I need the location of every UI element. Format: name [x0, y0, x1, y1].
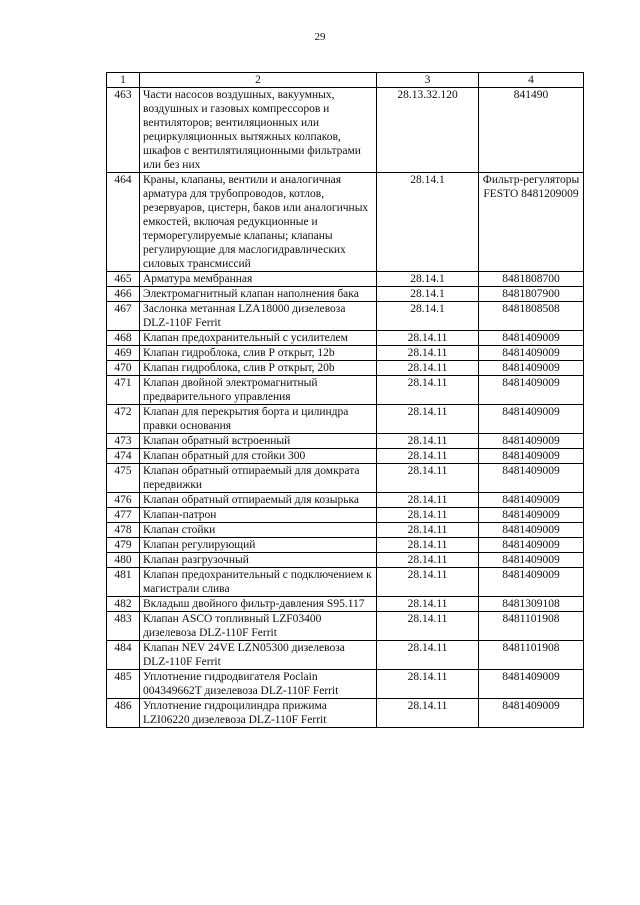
table-row — [107, 302, 584, 331]
table-row — [107, 405, 584, 434]
row-number: 465 — [107, 272, 140, 287]
item-name: Клапан обратный встроенный — [140, 434, 377, 449]
row-number: 467 — [107, 302, 140, 331]
table-row — [107, 699, 584, 728]
table-row — [107, 508, 584, 523]
table-row — [107, 670, 584, 699]
row-number: 478 — [107, 523, 140, 538]
tnved-code: 8481101908 — [479, 641, 584, 670]
okpd-code: 28.14.11 — [377, 464, 479, 493]
tnved-code: 8481409009 — [479, 464, 584, 493]
tnved-code: 8481309108 — [479, 597, 584, 612]
item-name: Краны, клапаны, вентили и аналогичная арматура для трубопроводов, котлов, резервуаров, цистерн, баков или аналогичных емкостей, включая редукционные и терморегулируемые клапаны; клапаны регулирующие для маслогидравлических силовых трансмиссий — [140, 173, 377, 272]
table-row — [107, 612, 584, 641]
item-name: Электромагнитный клапан наполнения бака — [140, 287, 377, 302]
row-number: 472 — [107, 405, 140, 434]
table-row — [107, 449, 584, 464]
okpd-code: 28.14.11 — [377, 523, 479, 538]
table-row — [107, 361, 584, 376]
row-number: 476 — [107, 493, 140, 508]
okpd-code: 28.13.32.120 — [377, 88, 479, 173]
row-number: 486 — [107, 699, 140, 728]
row-number: 471 — [107, 376, 140, 405]
row-number: 474 — [107, 449, 140, 464]
tnved-code: 8481409009 — [479, 405, 584, 434]
table-row — [107, 538, 584, 553]
column-header: 3 — [377, 73, 479, 88]
table-row — [107, 88, 584, 173]
item-name: Клапан обратный отпираемый для домкрата передвижки — [140, 464, 377, 493]
okpd-code: 28.14.11 — [377, 670, 479, 699]
column-header: 2 — [140, 73, 377, 88]
item-name: Части насосов воздушных, вакуумных, воздушных и газовых компрессоров и вентиляторов; вентиляционных или рециркуляционных вытяжных колпаков, шкафов с вентилятиляционными фильтрами или без них — [140, 88, 377, 173]
tnved-code: 8481409009 — [479, 376, 584, 405]
okpd-code: 28.14.11 — [377, 612, 479, 641]
tnved-code: 8481807900 — [479, 287, 584, 302]
tnved-code: 8481409009 — [479, 346, 584, 361]
row-number: 482 — [107, 597, 140, 612]
column-header: 4 — [479, 73, 584, 88]
row-number: 484 — [107, 641, 140, 670]
item-name: Клапан предохранительный с подключением к магистрали слива — [140, 568, 377, 597]
item-name: Уплотнение гидродвигателя Poclain 004349662T дизелевоза DLZ-110F Ferrit — [140, 670, 377, 699]
okpd-code: 28.14.11 — [377, 493, 479, 508]
tnved-code: 8481808508 — [479, 302, 584, 331]
table-row — [107, 287, 584, 302]
item-name: Клапан NEV 24VE LZN05300 дизелевоза DLZ-110F Ferrit — [140, 641, 377, 670]
table-row — [107, 173, 584, 272]
item-name: Клапан ASCO топливный LZF03400 дизелевоза DLZ-110F Ferrit — [140, 612, 377, 641]
tnved-code: 8481101908 — [479, 612, 584, 641]
item-name: Клапан обратный для стойки 300 — [140, 449, 377, 464]
row-number: 477 — [107, 508, 140, 523]
item-name: Клапан разгрузочный — [140, 553, 377, 568]
row-number: 463 — [107, 88, 140, 173]
tnved-code: 841490 — [479, 88, 584, 173]
row-number: 479 — [107, 538, 140, 553]
tnved-code: 8481409009 — [479, 361, 584, 376]
okpd-code: 28.14.1 — [377, 272, 479, 287]
row-number: 473 — [107, 434, 140, 449]
tnved-code: 8481409009 — [479, 538, 584, 553]
okpd-code: 28.14.11 — [377, 361, 479, 376]
item-name: Клапан гидроблока, слив Р открыт, 12b — [140, 346, 377, 361]
item-name: Заслонка метанная LZA18000 дизелевоза DLZ-110F Ferrit — [140, 302, 377, 331]
row-number: 470 — [107, 361, 140, 376]
tnved-code: Фильтр-регуляторы FESTO 8481209009 — [479, 173, 584, 272]
okpd-code: 28.14.1 — [377, 173, 479, 272]
item-name: Арматура мембранная — [140, 272, 377, 287]
row-number: 481 — [107, 568, 140, 597]
table-row — [107, 553, 584, 568]
tnved-code: 8481409009 — [479, 553, 584, 568]
item-name: Клапан предохранительный с усилителем — [140, 331, 377, 346]
tnved-code: 8481409009 — [479, 699, 584, 728]
table-row — [107, 568, 584, 597]
okpd-code: 28.14.11 — [377, 405, 479, 434]
row-number: 475 — [107, 464, 140, 493]
row-number: 464 — [107, 173, 140, 272]
row-number: 466 — [107, 287, 140, 302]
item-name: Клапан стойки — [140, 523, 377, 538]
row-number: 485 — [107, 670, 140, 699]
okpd-code: 28.14.11 — [377, 376, 479, 405]
column-header: 1 — [107, 73, 140, 88]
tnved-code: 8481409009 — [479, 449, 584, 464]
tnved-code: 8481409009 — [479, 670, 584, 699]
table-row — [107, 376, 584, 405]
item-name: Клапан регулирующий — [140, 538, 377, 553]
okpd-code: 28.14.11 — [377, 508, 479, 523]
tnved-code: 8481409009 — [479, 331, 584, 346]
table-row — [107, 331, 584, 346]
row-number: 483 — [107, 612, 140, 641]
table-header-row — [107, 73, 584, 88]
okpd-code: 28.14.11 — [377, 346, 479, 361]
okpd-code: 28.14.11 — [377, 597, 479, 612]
row-number: 480 — [107, 553, 140, 568]
item-name: Клапан-патрон — [140, 508, 377, 523]
item-name: Клапан гидроблока, слив Р открыт, 20b — [140, 361, 377, 376]
okpd-code: 28.14.11 — [377, 641, 479, 670]
table-row — [107, 493, 584, 508]
tnved-code: 8481409009 — [479, 434, 584, 449]
tnved-code: 8481808700 — [479, 272, 584, 287]
okpd-code: 28.14.11 — [377, 538, 479, 553]
tnved-code: 8481409009 — [479, 568, 584, 597]
row-number: 469 — [107, 346, 140, 361]
table-row — [107, 597, 584, 612]
goods-table — [106, 72, 584, 728]
item-name: Клапан для перекрытия борта и цилиндра правки основания — [140, 405, 377, 434]
okpd-code: 28.14.11 — [377, 434, 479, 449]
tnved-code: 8481409009 — [479, 493, 584, 508]
table-row — [107, 346, 584, 361]
okpd-code: 28.14.11 — [377, 331, 479, 346]
okpd-code: 28.14.1 — [377, 287, 479, 302]
row-number: 468 — [107, 331, 140, 346]
page-number: 29 — [314, 31, 326, 43]
table-row — [107, 464, 584, 493]
table-row — [107, 523, 584, 538]
okpd-code: 28.14.11 — [377, 553, 479, 568]
okpd-code: 28.14.11 — [377, 699, 479, 728]
item-name: Уплотнение гидроцилиндра прижима LZI06220 дизелевоза DLZ-110F Ferrit — [140, 699, 377, 728]
okpd-code: 28.14.11 — [377, 449, 479, 464]
item-name: Клапан двойной электромагнитный предварительного управления — [140, 376, 377, 405]
item-name: Клапан обратный отпираемый для козырька — [140, 493, 377, 508]
okpd-code: 28.14.1 — [377, 302, 479, 331]
tnved-code: 8481409009 — [479, 508, 584, 523]
table-row — [107, 434, 584, 449]
okpd-code: 28.14.11 — [377, 568, 479, 597]
item-name: Вкладыш двойного фильтр-давления S95.117 — [140, 597, 377, 612]
table-row — [107, 272, 584, 287]
tnved-code: 8481409009 — [479, 523, 584, 538]
table-row — [107, 641, 584, 670]
